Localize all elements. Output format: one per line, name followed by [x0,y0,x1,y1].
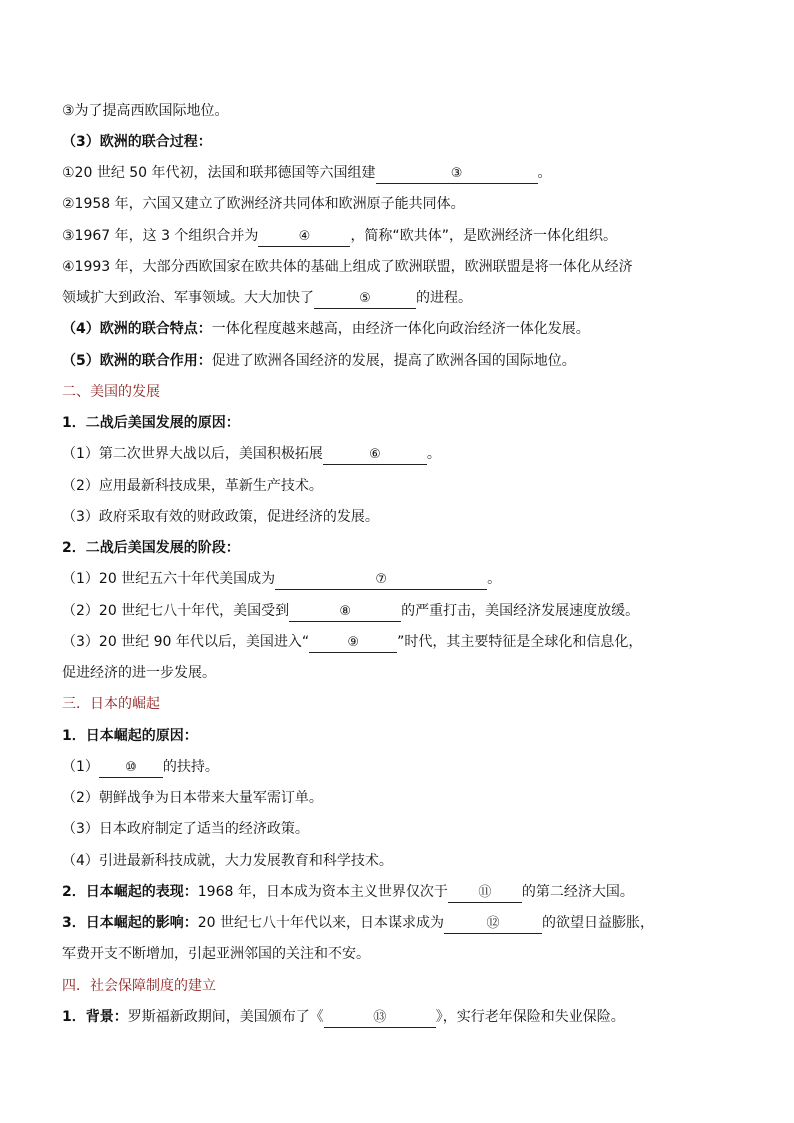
fill-blank[interactable] [275,571,487,590]
text-line-with-blank [62,756,742,778]
text-segment: 的扶持。 [162,759,219,775]
subsection-heading: 1．二战后美国发展的原因： [62,415,240,431]
text-segment: 罗斯福新政期间，美国颁布了《 [127,1009,324,1025]
fill-blank[interactable] [289,603,401,622]
text-segment: （1） [62,759,99,775]
text-line: （2）朝鲜战争为日本带来大量军需订单。 [62,790,323,806]
blank-marker: ⑤ [359,291,371,306]
text-segment: 。 [537,165,552,181]
text-segment: （1）第二次世界大战以后，美国积极拓展 [62,446,323,462]
fill-blank[interactable] [324,1009,436,1028]
text-line-with-blank [62,225,742,247]
text-line: （2）应用最新科技成果，革新生产技术。 [62,478,323,494]
text-segment: 的严重打击，美国经济发展速度放缓。 [401,603,640,619]
blank-marker: ⑥ [369,447,381,462]
blank-marker: ⑦ [375,572,387,587]
text-segment: 促进了欧洲各国经济的发展，提高了欧洲各国的国际地位。 [211,353,576,369]
text-line-with-blank [62,568,742,590]
text-line-with-blank [62,1006,742,1028]
text-line-with-blank [62,631,742,653]
fill-blank[interactable] [99,759,163,778]
text-line-with-blank [62,912,742,934]
text-segment: 的进程。 [416,290,472,306]
blank-marker: ④ [298,229,311,244]
text-segment: 。 [426,446,441,462]
text-line [62,318,742,340]
subsection-heading: 3．日本崛起的影响： [62,915,198,931]
blank-marker: ⑧ [339,604,351,619]
text-line: ③为了提高西欧国际地位。 [62,103,229,119]
fill-blank[interactable] [309,634,397,653]
text-line-with-blank [62,443,742,465]
blank-marker: ⑪ [478,885,492,900]
subsection-heading: 2．二战后美国发展的阶段： [62,540,240,556]
fill-blank[interactable] [376,165,538,184]
text-segment: 20 世纪七八十年代以来，日本谋求成为 [197,915,445,931]
fill-blank[interactable] [444,915,542,934]
blank-marker: ⑫ [486,916,500,931]
text-line-with-blank [62,881,742,903]
text-line: 促进经济的进一步发展。 [62,665,216,681]
blank-marker: ⑩ [125,760,137,775]
fill-blank[interactable] [323,446,427,465]
text-segment: 1968 年，日本成为资本主义世界仅次于 [197,884,448,900]
subsection-heading: （3）欧洲的联合过程： [62,134,212,150]
text-segment: 的第二经济大国。 [521,884,634,900]
text-segment: （3）20 世纪 90 年代以后，美国进入“ [62,634,310,650]
text-segment: 领域扩大到政治、军事领域。大大加快了 [62,290,314,306]
text-line: （3）日本政府制定了适当的经济政策。 [62,821,309,837]
text-line-with-blank [62,162,742,184]
blank-marker: ⑨ [347,635,359,650]
subsection-heading: 2．日本崛起的表现： [62,884,198,900]
text-segment: ③1967 年，这 3 个组织合并为 [62,228,259,244]
subsection-heading: （4）欧洲的联合特点： [62,321,212,337]
fill-blank[interactable] [448,884,522,903]
text-segment: 的欲望日益膨胀， [542,915,655,931]
section-heading: 二、美国的发展 [62,384,160,400]
text-line: （3）政府采取有效的财政政策，促进经济的发展。 [62,509,379,525]
section-heading: 四．社会保障制度的建立 [62,978,216,994]
text-segment: 》，实行老年保险和失业保险。 [435,1009,625,1025]
text-segment: （1）20 世纪五六十年代美国成为 [62,571,276,587]
text-segment: ”时代，其主要特征是全球化和信息化， [397,634,643,650]
subsection-heading: 1．背景： [62,1009,128,1025]
subsection-heading: （5）欧洲的联合作用： [62,353,212,369]
text-line [62,350,742,372]
text-line-with-blank [62,600,742,622]
text-segment: （2）20 世纪七八十年代，美国受到 [62,603,290,619]
text-line-with-blank [62,287,742,309]
text-line: 军费开支不断增加，引起亚洲邻国的关注和不安。 [62,946,370,962]
fill-blank[interactable] [258,228,350,247]
text-segment: ，简称“欧共体”，是欧洲经济一体化组织。 [350,228,617,244]
text-segment: 。 [487,571,502,587]
section-heading: 三．日本的崛起 [62,696,160,712]
text-segment: ①20 世纪 50 年代初，法国和联邦德国等六国组建 [62,165,376,181]
subsection-heading: 1．日本崛起的原因： [62,728,198,744]
blank-marker: ③ [450,166,463,181]
text-line: ④1993 年，大部分西欧国家在欧共体的基础上组成了欧洲联盟，欧洲联盟是将一体化从经济 [62,259,633,275]
text-line: （4）引进最新科技成就，大力发展教育和科学技术。 [62,853,393,869]
text-line: ②1958 年，六国又建立了欧洲经济共同体和欧洲原子能共同体。 [62,196,465,212]
text-segment: 一体化程度越来越高，由经济一体化向政治经济一体化发展。 [211,321,590,337]
blank-marker: ⑬ [373,1010,387,1025]
fill-blank[interactable] [314,290,416,309]
